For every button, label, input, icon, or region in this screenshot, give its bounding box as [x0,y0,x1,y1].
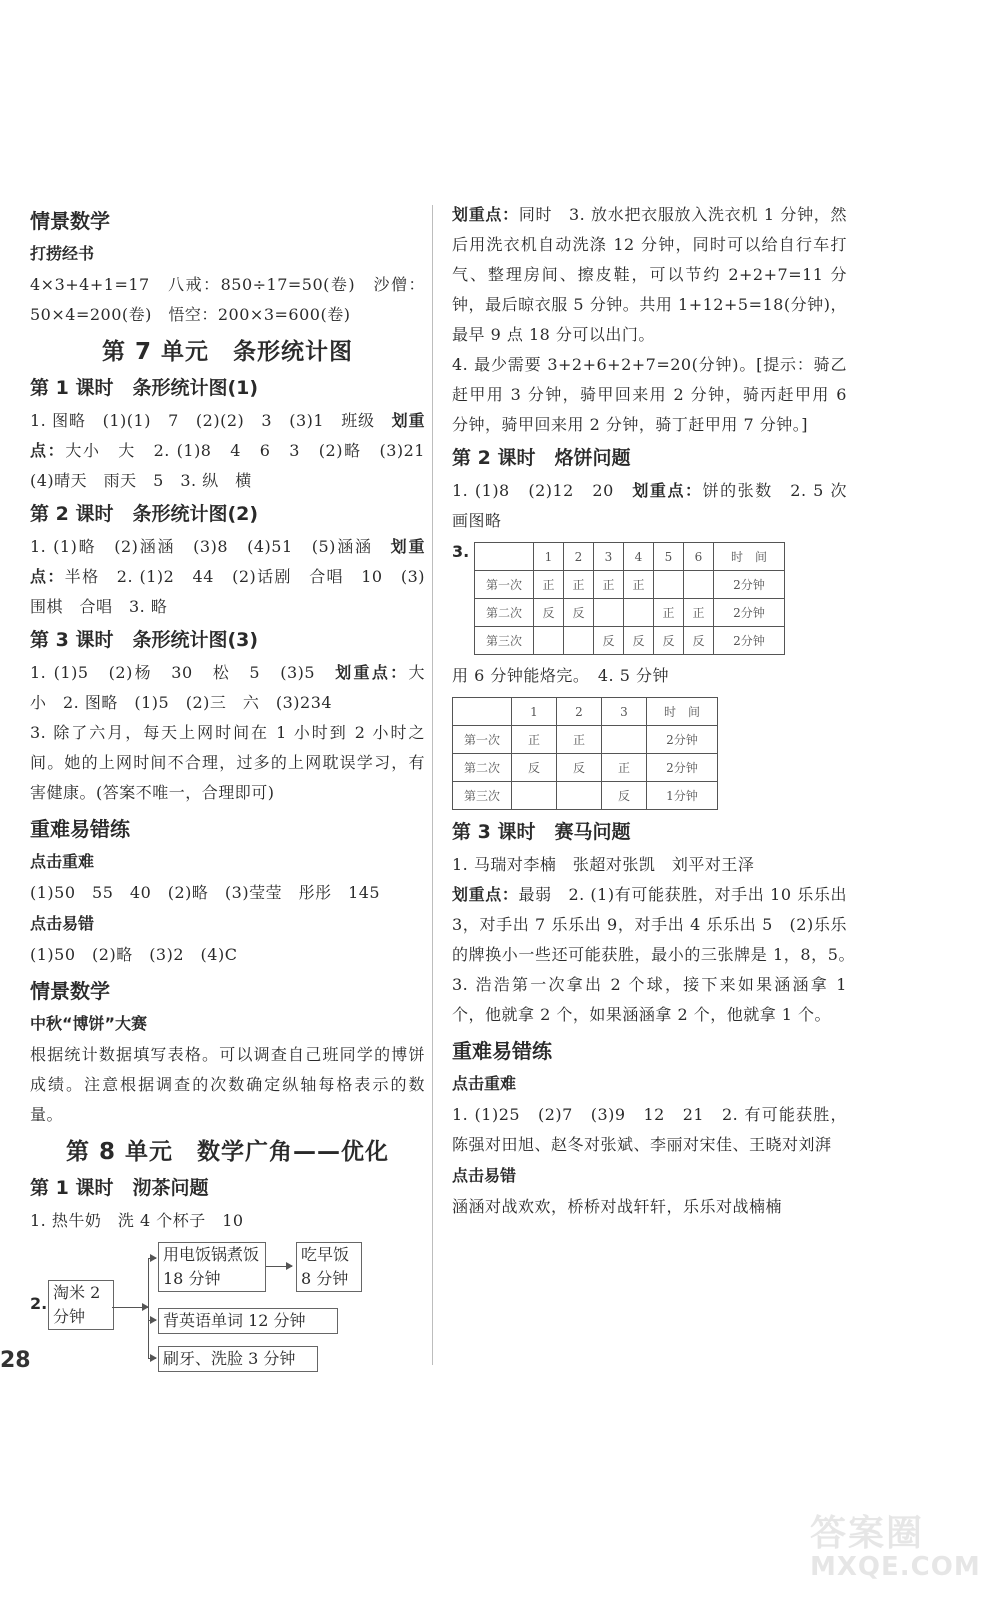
lesson-title: 第 3 课时 条形统计图(3) [30,629,259,651]
table-cell [594,599,624,627]
section-subtitle: 点击易错 [452,1166,517,1185]
section-subtitle: 点击重难 [30,852,95,871]
table-cell: 1分钟 [647,782,718,810]
table-block [452,542,847,655]
answer-paragraph: 3. 除了六月，每天上网时间在 1 小时到 2 小时之间。她的上网时间不合理，过多的上网耽误学习，有害健康。(答案不唯一，合理即可) [30,723,425,802]
highlight-label: 划重点： [632,481,703,500]
table-cell: 第二次 [453,754,512,782]
lesson-title: 第 1 课时 条形统计图(1) [30,377,259,399]
table-cell: 正 [684,599,714,627]
table-cell: 2分钟 [714,599,785,627]
table-cell [624,599,654,627]
table-row [475,627,785,655]
flow-branch-line [148,1258,149,1358]
table-cell: 第三次 [475,627,534,655]
highlight-label: 划重点： [335,663,409,682]
pancake-table-3 [452,697,718,810]
flow-arrow [148,1320,156,1321]
pancake-table-6 [474,542,785,655]
table-cell: 2分钟 [647,726,718,754]
table-cell [654,571,684,599]
table-cell: 反 [624,627,654,655]
table-cell [564,627,594,655]
table-cell: 时 间 [714,543,785,571]
flow-box: 吃早饭 8 分钟 [296,1242,362,1292]
table-row [453,754,718,782]
item-number: 3. [452,542,470,561]
flow-arrow [266,1266,292,1267]
lesson-title: 第 1 课时 沏茶问题 [30,1177,209,1199]
table-cell: 2 [557,698,602,726]
answer-paragraph: 涵涵对战欢欢，桥桥对战轩轩，乐乐对战楠楠 [452,1197,783,1216]
table-cell [512,782,557,810]
lesson-title: 第 3 课时 赛马问题 [452,821,631,843]
answer-paragraph: 1. 马瑞对李楠 张超对张凯 刘平对王泽 [452,855,755,874]
table-cell: 正 [564,571,594,599]
section-title: 情景数学 [30,209,110,233]
answer-paragraph: 1. 热牛奶 洗 4 个杯子 10 [30,1211,244,1230]
watermark-text: MXQE.COM [810,1552,981,1582]
table-cell: 4 [624,543,654,571]
highlight-label: 划重点： [30,537,425,586]
table-cell: 2分钟 [714,627,785,655]
table-cell: 时 间 [647,698,718,726]
section-subtitle: 打捞经书 [30,244,95,263]
table-cell [684,571,714,599]
table-row [453,782,718,810]
table-cell: 1 [512,698,557,726]
table-cell [475,543,534,571]
table-cell: 正 [534,571,564,599]
column-divider [432,205,433,1365]
table-cell: 反 [564,599,594,627]
table-cell: 反 [534,599,564,627]
page-number: 28 [0,1348,31,1373]
table-cell [453,698,512,726]
highlight-label: 划重点： [452,205,519,224]
section-title: 重难易错练 [30,817,130,841]
table-cell: 正 [624,571,654,599]
table-cell: 第一次 [475,571,534,599]
lesson-title: 第 2 课时 烙饼问题 [452,447,631,469]
flow-box: 用电饭锅煮饭 18 分钟 [158,1242,266,1292]
unit-title: 第 7 单元 条形统计图 [101,339,354,365]
section-title: 情景数学 [30,979,110,1003]
flow-diagram [30,1240,425,1390]
table-block [452,697,847,810]
table-row [475,571,785,599]
table-row [475,599,785,627]
table-cell: 第二次 [475,599,534,627]
table-cell: 反 [684,627,714,655]
watermark-logo [810,1505,981,1590]
table-cell: 3 [602,698,647,726]
table-cell: 正 [602,754,647,782]
left-column [30,200,442,1390]
answer-paragraph: (1)50 (2)略 (3)2 (4)C [30,945,238,964]
section-subtitle: 点击重难 [452,1074,517,1093]
flow-box: 淘米 2 分钟 [48,1280,114,1330]
table-cell: 1 [534,543,564,571]
table-cell [602,726,647,754]
flow-arrow [112,1307,148,1308]
flow-arrow [148,1358,156,1359]
section-subtitle: 中秋“博饼”大赛 [30,1014,148,1033]
answer-paragraph: 划重点：同时 3. 放水把衣服放入洗衣机 1 分钟，然后用洗衣机自动洗涤 12 分钟，同时可以给自行车打气、整理房间、擦皮鞋，可以节约 2+2+7=11 分钟，最后晾衣服 5 分钟。共用 1+12+5=18(分钟)，最早 9 点 18 分可以出门。 [452,205,847,344]
table-cell: 6 [684,543,714,571]
table-cell: 第一次 [453,726,512,754]
table-cell: 5 [654,543,684,571]
table-cell: 正 [557,726,602,754]
answer-paragraph: 4. 最少需要 3+2+6+2+7=20(分钟)。[提示：骑乙赶甲用 3 分钟，骑甲回来用 2 分钟，骑丙赶甲用 6 分钟，骑甲回来用 2 分钟，骑丁赶甲用 7 分钟。] [452,355,847,434]
table-cell: 第三次 [453,782,512,810]
answer-paragraph: 划重点：最弱 2. (1)有可能获胜，对手出 10 乐乐出 3，对手出 7 乐乐出 9，对手出 4 乐乐出 5 (2)乐乐的牌换小一些还可能获胜，最小的三张牌是 1，8，5。 3. 浩浩第一次拿出 2 个球，接下来如果涵涵拿 1 个，他就拿 2 个，如果涵涵拿 2 个，他就拿 1 个。 [452,885,864,1024]
table-cell: 正 [512,726,557,754]
table-cell [534,627,564,655]
answer-paragraph: 1. (1)8 (2)12 20 划重点：饼的张数 2. 5 次 画图略 [452,481,864,530]
table-cell: 反 [602,782,647,810]
table-cell: 2分钟 [647,754,718,782]
right-column [452,200,864,1222]
watermark-text: 答案圈 [810,1513,925,1554]
table-cell: 反 [594,627,624,655]
table-cell: 2分钟 [714,571,785,599]
answer-paragraph: 4×3+4+1=17 八戒：850÷17=50(卷) 沙僧：50×4=200(卷) 悟空：200×3=600(卷) [30,275,425,324]
item-number: 2. [30,1294,48,1313]
flow-box: 刷牙、洗脸 3 分钟 [158,1346,318,1372]
table-cell: 反 [512,754,557,782]
answer-paragraph: 1. (1)略 (2)涵涵 (3)8 (4)51 (5)涵涵 划重点：半格 2. (1)2 44 (2)话剧 合唱 10 (3)围棋 合唱 3. 略 [30,537,425,616]
table-cell: 反 [654,627,684,655]
table-cell: 3 [594,543,624,571]
flow-arrow [148,1258,156,1259]
answer-paragraph: 1. 图略 (1)(1) 7 (2)(2) 3 (3)1 班级 划重点：大小 大 2. (1)8 4 6 3 (2)略 (3)21 (4)晴天 雨天 5 3. 纵 横 [30,411,442,490]
table-row [453,726,718,754]
table-header-row [453,698,718,726]
table-cell: 正 [654,599,684,627]
highlight-label: 划重点： [30,411,425,460]
answer-paragraph: 1. (1)5 (2)杨 30 松 5 (3)5 划重点：大 小 2. 图略 (1)5 (2)三 六 (3)234 [30,663,442,712]
table-cell [557,782,602,810]
section-subtitle: 点击易错 [30,914,95,933]
table-cell: 正 [594,571,624,599]
answer-paragraph: 根据统计数据填写表格。可以调查自己班同学的博饼成绩。注意根据调查的次数确定纵轴每格表示的数量。 [30,1045,425,1124]
flow-box: 背英语单词 12 分钟 [158,1308,338,1334]
lesson-title: 第 2 课时 条形统计图(2) [30,503,259,525]
table-cell: 2 [564,543,594,571]
answer-paragraph: 1. (1)25 (2)7 (3)9 12 21 2. 有可能获胜，陈强对田旭、赵冬对张斌、李丽对宋佳、王晓对刘湃 [452,1105,847,1154]
answer-paragraph: (1)50 55 40 (2)略 (3)莹莹 彤彤 145 [30,883,381,902]
section-title: 重难易错练 [452,1039,552,1063]
unit-title: 第 8 单元 数学广角——优化 [65,1139,390,1165]
highlight-label: 划重点： [452,885,519,904]
table-cell: 反 [557,754,602,782]
answer-paragraph: 用 6 分钟能烙完。 4. 5 分钟 [452,666,669,685]
table-header-row [475,543,785,571]
